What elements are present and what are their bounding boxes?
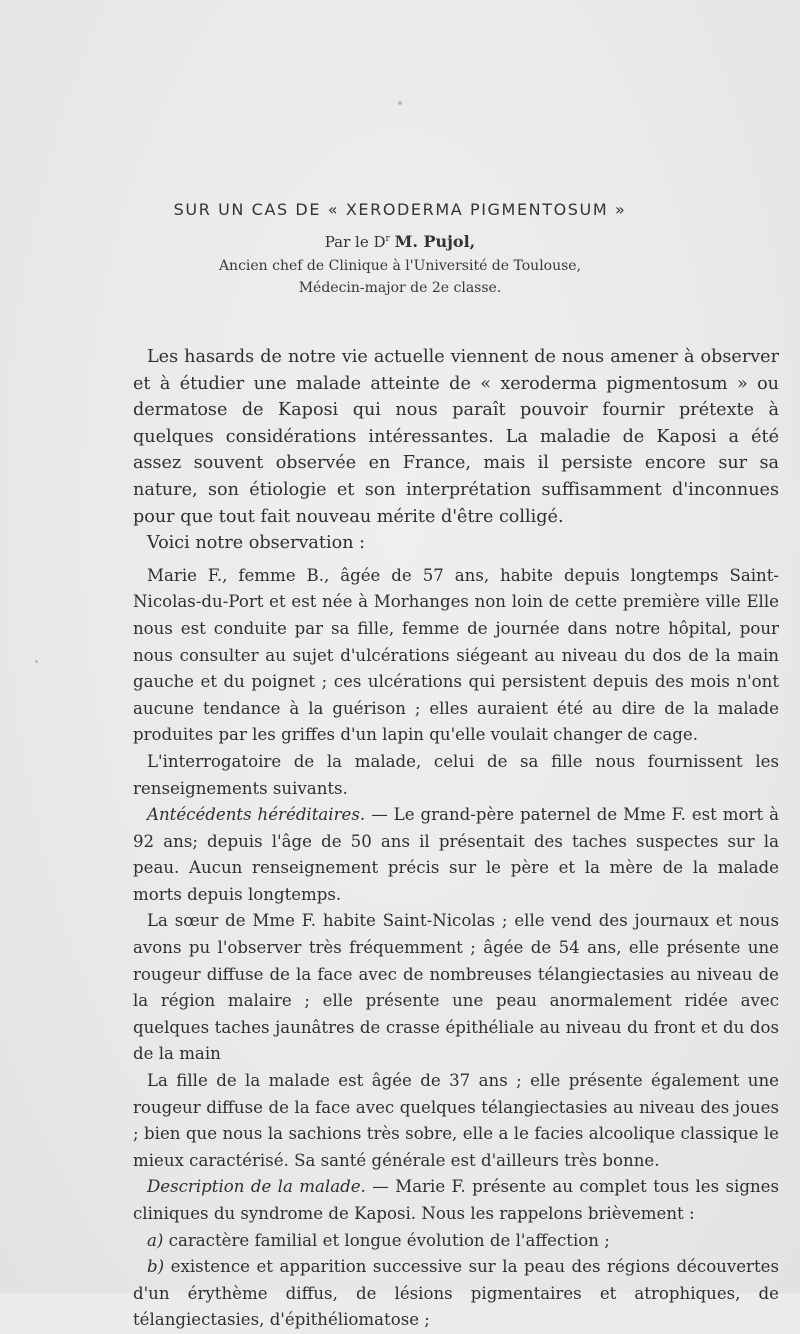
paragraph-text: L'interrogatoire de la malade, celui de sa fille nous fournissent les renseignements suivants. <box>133 751 779 798</box>
author-name: M. Pujol, <box>394 232 476 251</box>
paper-speck <box>35 660 38 663</box>
byline-superscript: r <box>385 234 390 244</box>
article-title: SUR UN CAS DE « XERODERMA PIGMENTOSUM » <box>173 200 627 219</box>
author-affiliation-line2: Médecin-major de 2e classe. <box>298 280 502 296</box>
paragraph-text: existence et apparition successive sur la peau des régions découvertes d'un érythème diffus, de lésions pigmentaires et atrophiques, de télangiectasies, d'épithéliomatose ; <box>133 1257 779 1330</box>
paragraph-text: La sœur de Mme F. habite Saint-Nicolas ; elle vend des journaux et nous avons pu l'observer très fréquemment ; âgée de 54 ans, elle présente une rougeur diffuse de la face avec de nombreuses télangiectasies au niveau de la région malaire ; elle présente une peau anormalement ridée avec quelques taches jaunâtres de crasse épithéliale au niveau du front et du dos de la main <box>133 911 779 1064</box>
article-body <box>133 344 779 1334</box>
list-marker: a) <box>147 1230 164 1250</box>
list-item-b <box>133 1254 779 1334</box>
paragraph-patient <box>133 563 779 749</box>
author-affiliation-line1: Ancien chef de Clinique à l'Université de Toulouse, <box>218 258 582 274</box>
paragraph-interrogation <box>133 749 779 802</box>
paragraph-text: — Marie F. présente au complet tous les signes cliniques du syndrome de Kaposi. Nous les rappelons brièvement : <box>133 1177 779 1223</box>
section-label: Description de la malade. <box>147 1177 366 1197</box>
paragraph-text: Voici notre observation : <box>147 533 366 554</box>
paragraph-description <box>133 1174 779 1227</box>
paragraph-text: Les hasards de notre vie actuelle viennent de nous amener à observer et à étudier une malade atteinte de « xeroderma pigmentosum » ou dermatose de Kaposi qui nous paraît pouvoir fournir prétexte à quelques considérations intéressantes. La maladie de Kaposi a été assez souvent observée en France, mais il persiste encore sur sa nature, son étiologie et son interprétation suffisamment d'inconnues pour que tout fait nouveau mérite d'être colligé. <box>133 347 779 527</box>
paragraph-intro <box>133 344 779 530</box>
paragraph-text: Marie F., femme B., âgée de 57 ans, habite depuis longtemps Saint-Nicolas-du-Port et est née à Morhanges non loin de cette première ville Elle nous est conduite par sa fille, femme de journée dans notre hôpital, pour nous consulter au sujet d'ulcérations siégeant au niveau du dos de la main gauche et du poignet ; ces ulcérations qui persistent depuis des mois n'ont aucune tendance à la guérison ; elles auraient été au dire de la malade produites par les griffes d'un lapin qu'elle voulait changer de cage. <box>133 565 779 745</box>
author-byline <box>0 232 800 251</box>
list-item-a <box>133 1228 779 1255</box>
paragraph-text: caractère familial et longue évolution de l'affection ; <box>163 1230 610 1250</box>
paragraph-observation-lead <box>133 530 779 557</box>
list-marker: b) <box>147 1257 165 1277</box>
section-label: Antécédents héréditaires. <box>147 805 366 825</box>
byline-prefix: Par le D <box>324 233 386 251</box>
paragraph-antecedents <box>133 802 779 908</box>
paragraph-text: La fille de la malade est âgée de 37 ans ; elle présente également une rougeur diffuse de la face avec quelques télangiectasies au niveau des joues ; bien que nous la sachions très sobre, elle a le facies alcoolique classique le mieux caractérisé. Sa santé générale est d'ailleurs très bonne. <box>133 1071 779 1170</box>
paragraph-daughter <box>133 1068 779 1174</box>
paper-speck <box>398 101 402 105</box>
paragraph-sister <box>133 908 779 1068</box>
paragraph-text: — Le grand-père paternel de Mme F. est mort à 92 ans; depuis l'âge de 50 ans il présentait des taches suspectes sur la peau. Aucun renseignement précis sur le père et la mère de la malade morts depuis longtemps. <box>133 805 779 904</box>
